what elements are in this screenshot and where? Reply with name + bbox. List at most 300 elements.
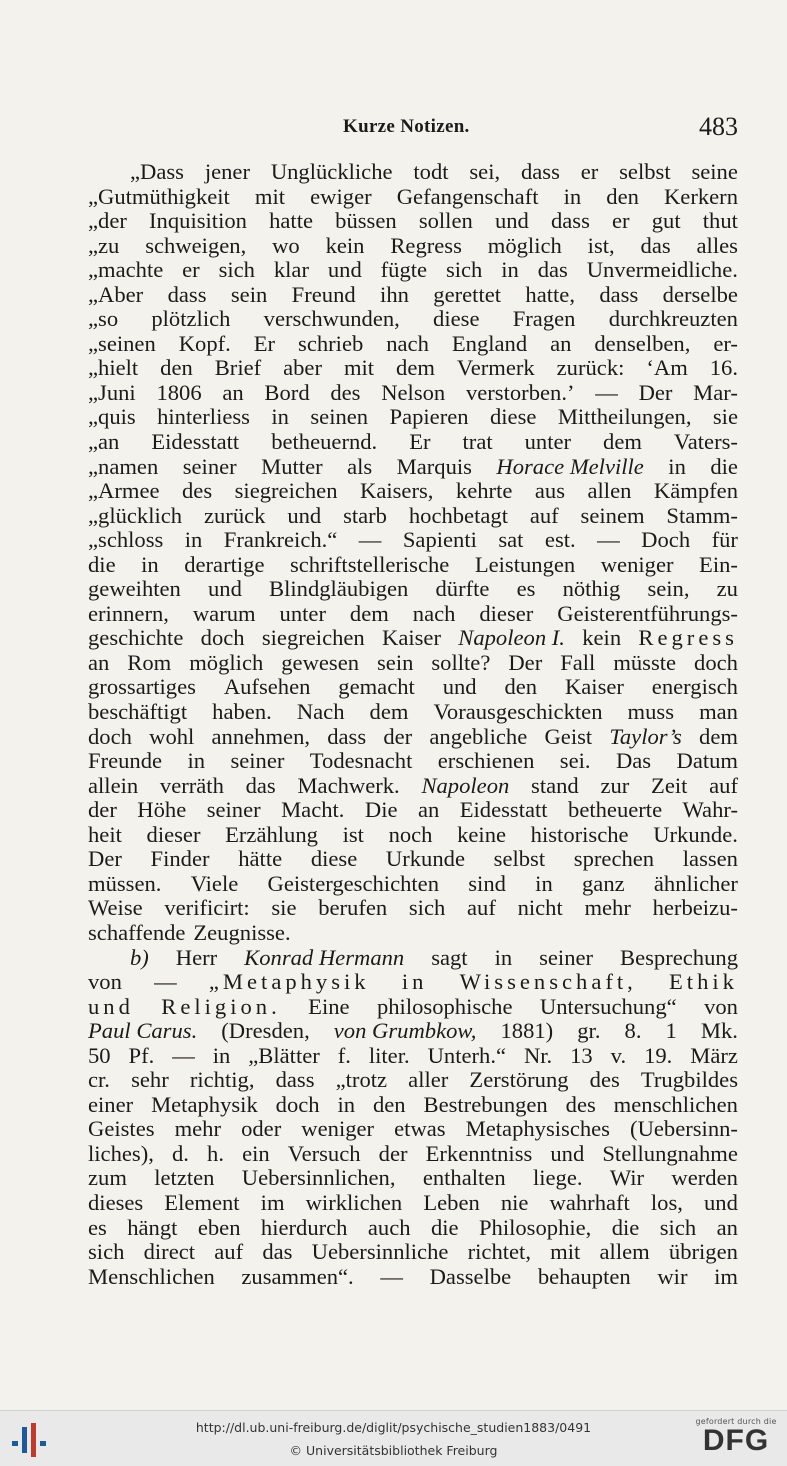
word: Die (364, 797, 398, 823)
word: in (271, 404, 289, 430)
dfg-badge (695, 1417, 777, 1461)
word: Kerkern (663, 183, 738, 209)
word: diese (433, 306, 480, 332)
word: trat (462, 429, 493, 455)
word: energisch (651, 674, 738, 700)
word: zusammen“. (241, 1263, 354, 1289)
word: Zeit (651, 772, 688, 798)
word: Geist (544, 723, 593, 749)
word: seinen (310, 404, 369, 430)
word: Uebersinnlichen, (241, 1165, 396, 1191)
word: möglich (189, 649, 264, 675)
word: denselben, (594, 330, 691, 356)
word: und (327, 257, 362, 283)
word: richtig, (189, 1067, 255, 1093)
word: annehmen, (211, 723, 311, 749)
word: Gefangenschaft (396, 183, 539, 209)
word: sprechen (573, 846, 655, 872)
word: menschlichen (613, 1091, 738, 1117)
word: behaupten (537, 1263, 631, 1289)
text-line (88, 1068, 738, 1093)
word: Metaphysisches (465, 1116, 610, 1142)
word: den (504, 674, 538, 700)
word: das (537, 257, 568, 283)
word: als (347, 453, 373, 479)
word: Eidesstatt (459, 797, 548, 823)
word: das (640, 232, 671, 258)
word: mehr (584, 895, 631, 921)
word: die (611, 1214, 640, 1240)
word: historische (530, 821, 629, 847)
word: geweihten (88, 576, 181, 602)
word: Papieren (389, 404, 469, 430)
text-line (88, 356, 738, 381)
word: Wissenschaft, (459, 969, 637, 995)
word: — (358, 527, 382, 553)
word: allem (599, 1239, 650, 1265)
word: auf (467, 895, 496, 921)
word: Wahr- (682, 797, 738, 823)
word: doch (694, 649, 738, 675)
word: starb (343, 502, 387, 528)
text-line (88, 185, 738, 210)
text-line (88, 332, 738, 357)
word: — (597, 527, 620, 553)
word: Aufsehen (223, 674, 311, 700)
word: das (262, 1239, 293, 1265)
word: Geistes (88, 1116, 155, 1142)
word: Freunde (88, 748, 163, 774)
text-line (88, 896, 738, 921)
word: Urkunde. (653, 821, 738, 847)
word: Metaphysik (151, 1091, 258, 1117)
word: geschichte (88, 625, 184, 651)
word: f. (337, 1042, 351, 1068)
word: des (182, 478, 213, 504)
word: Stamm- (666, 502, 738, 528)
word: „an (88, 429, 120, 455)
word: Leben (423, 1189, 480, 1215)
text-line (88, 405, 738, 430)
word: den (606, 183, 639, 209)
word: es (516, 576, 536, 602)
word: wir (657, 1263, 688, 1289)
word: an (716, 1214, 738, 1240)
word: Erzählung (225, 821, 318, 847)
word: 50 (88, 1042, 111, 1068)
word: und (494, 208, 529, 234)
word: 1 (665, 1018, 677, 1044)
word: Der (638, 379, 673, 405)
word: herbeizu- (652, 895, 738, 921)
word: des (330, 379, 361, 405)
word: verificirt: (164, 895, 250, 921)
text-line (88, 577, 738, 602)
word: seiner (230, 748, 285, 774)
word: dass (599, 281, 639, 307)
word: „glücklich (88, 502, 183, 528)
word: (Dresden, (221, 1018, 310, 1044)
text-line (88, 602, 738, 627)
word: dem (699, 723, 738, 749)
word: der (88, 797, 117, 823)
word: Philosophie, (478, 1214, 592, 1240)
word: schrieb (298, 330, 364, 356)
word: v. (610, 1042, 627, 1068)
word: Dasselbe (429, 1263, 512, 1289)
word: philosophische (376, 993, 513, 1019)
word: „der (88, 208, 127, 234)
word: betheuerte (568, 797, 663, 823)
text-line (88, 1265, 738, 1290)
word: und (550, 1140, 585, 1166)
word: an (88, 649, 110, 675)
viewer-footer (0, 1410, 787, 1466)
text-line (88, 381, 738, 406)
word: — (595, 379, 618, 405)
word: verstorben.’ (465, 379, 575, 405)
word: Frankreich.“ (223, 527, 338, 553)
word: Paul Carus. (88, 1018, 198, 1044)
word: klar (273, 257, 309, 283)
text-line (88, 626, 738, 651)
word: wo (272, 232, 300, 258)
word: seiner (539, 944, 594, 970)
word: warum (192, 600, 256, 626)
word: gerettet (433, 281, 502, 307)
text-line (88, 479, 738, 504)
word: in (212, 1042, 231, 1068)
word: die (88, 551, 116, 577)
word: der (378, 1140, 408, 1166)
word: Religion. (161, 993, 281, 1019)
word: verschwunden, (263, 306, 400, 332)
word: an (222, 379, 244, 405)
word: Untersuchung“ (539, 993, 677, 1019)
word: in (563, 183, 582, 209)
word: richtet, (467, 1239, 531, 1265)
word: 1806 (156, 379, 202, 405)
word: mit (343, 355, 375, 381)
word: verräth (159, 772, 224, 798)
word: „Gutmüthigkeit (88, 183, 230, 209)
word: etwas (394, 1116, 446, 1142)
word: ist (342, 821, 364, 847)
word: Konrad Hermann (244, 944, 405, 970)
word: derartige (184, 551, 265, 577)
word: ganz (582, 870, 625, 896)
word: lassen (682, 846, 738, 872)
word: Leistungen (474, 551, 576, 577)
word: sei, (469, 159, 501, 184)
word: dieser (479, 600, 534, 626)
word: mit (550, 1239, 581, 1265)
word: in (494, 944, 513, 970)
word: stand (531, 772, 579, 798)
word: Finder (150, 846, 210, 872)
word: erinnern, (88, 600, 169, 626)
word: zurück (203, 502, 266, 528)
word: b) (130, 944, 149, 970)
word: Das (615, 748, 652, 774)
word: doch (200, 625, 245, 651)
word: und (88, 993, 134, 1019)
word: haben. (212, 699, 272, 725)
word: einer (88, 1091, 134, 1117)
text-line (88, 528, 738, 553)
word: sie (712, 404, 738, 430)
word: Versuch (287, 1140, 361, 1166)
word: auf (214, 1239, 244, 1265)
word: dass (275, 1067, 315, 1093)
word: „machte (88, 257, 164, 283)
word: sein (230, 281, 268, 307)
word: sind (468, 870, 506, 896)
text-line (88, 774, 738, 799)
text-line (88, 823, 738, 848)
word: zur (600, 772, 630, 798)
word: aller (408, 1067, 449, 1093)
text-line (88, 749, 738, 774)
word: schweigen, (145, 232, 247, 258)
word: Bord (264, 379, 310, 405)
word: Höhe (137, 797, 187, 823)
word: sei. (559, 748, 591, 774)
text-line (88, 1216, 738, 1241)
word: den (160, 355, 193, 381)
word: aber (283, 355, 322, 381)
word: sie (271, 895, 297, 921)
word: sehr (131, 1067, 169, 1093)
word: Zeugnisse. (193, 919, 291, 945)
word: nie (500, 1189, 529, 1215)
word: Der (508, 649, 543, 675)
word: wirklichen (305, 1189, 403, 1215)
word: unter (524, 429, 572, 455)
text-line (88, 283, 738, 308)
word: wohl (149, 723, 195, 749)
word: den (372, 1091, 406, 1117)
text-line (88, 455, 738, 480)
word: übrigen (668, 1239, 738, 1265)
word: — (172, 1042, 195, 1068)
text-line (88, 307, 738, 332)
word: hängt (127, 1214, 178, 1240)
word: sich (445, 257, 483, 283)
word: möglich (487, 232, 562, 258)
word: allein (88, 772, 139, 798)
word: 8. (624, 1018, 642, 1044)
text-line (88, 946, 738, 971)
word: Taylor’s (609, 723, 682, 749)
word: in (535, 870, 553, 896)
word: sich (659, 1214, 697, 1240)
word: dass (167, 281, 207, 307)
word: h. (207, 1140, 224, 1166)
word: kehrte (455, 478, 513, 504)
word: Sapienti (402, 527, 477, 553)
word: Fragen (512, 306, 576, 332)
word: dem (603, 429, 642, 455)
word: er- (713, 330, 738, 356)
word: zu (716, 576, 738, 602)
word: 19. (644, 1042, 673, 1068)
word: liter. (368, 1042, 410, 1068)
word: Vorausgeschickten (433, 699, 603, 725)
word: Vaters- (673, 429, 738, 455)
word: März (690, 1042, 738, 1068)
word: Pf. (128, 1042, 155, 1068)
text-line (88, 1019, 738, 1044)
word: cr. (88, 1067, 110, 1093)
word: nicht (517, 895, 563, 921)
word: an (550, 330, 572, 356)
word: weniger (600, 551, 674, 577)
word: dieser (146, 821, 201, 847)
word: Mutter (261, 453, 323, 479)
word: Rom (127, 649, 172, 675)
word: man (699, 699, 738, 725)
word: „Armee (88, 478, 160, 504)
text-line (88, 553, 738, 578)
word: ‘Am (646, 355, 688, 381)
page-header (88, 112, 738, 142)
word: letzten (154, 1165, 215, 1191)
word: „trotz (335, 1067, 388, 1093)
word: Trugbildes (640, 1067, 738, 1093)
word: gewesen (281, 649, 360, 675)
word: ähnlicher (653, 870, 738, 896)
word: Zerstörung (469, 1067, 569, 1093)
text-line (88, 1142, 738, 1167)
word: seiner (182, 453, 237, 479)
word: hätte (238, 846, 283, 872)
word: er (580, 159, 599, 184)
text-line (88, 1191, 738, 1216)
word: Erkenntniss (425, 1140, 533, 1166)
word: unter (279, 600, 326, 626)
word: 13 (570, 1042, 593, 1068)
word: ist, (587, 232, 615, 258)
word: dieses (88, 1189, 144, 1215)
text-line (88, 1240, 738, 1265)
text-line (88, 209, 738, 234)
text-line (88, 1166, 738, 1191)
word: Eine (308, 993, 350, 1019)
word: und (704, 1189, 738, 1215)
word: siegreichen (234, 478, 338, 504)
word: noch (388, 821, 433, 847)
word: Menschlichen (88, 1263, 215, 1289)
word: von Grumbkow, (333, 1018, 477, 1044)
word: heit (88, 821, 122, 847)
text-line (88, 700, 738, 725)
word: in (501, 257, 519, 283)
word: „Blätter (248, 1042, 320, 1068)
word: Kaiser (564, 674, 624, 700)
word: gemacht (338, 674, 415, 700)
text-line (88, 504, 738, 529)
word: dem (349, 600, 389, 626)
word: für (711, 527, 738, 553)
word: zurück: (556, 355, 625, 381)
word: dass (327, 723, 367, 749)
word: selbst (493, 846, 546, 872)
word: er (182, 257, 200, 283)
word: 16. (709, 355, 738, 381)
word: müssen. (88, 870, 162, 896)
word: Uebersinnliche (311, 1239, 449, 1265)
word: weniger (301, 1116, 375, 1142)
word: „so (88, 306, 119, 332)
word: Nach (296, 699, 345, 725)
word: siegreichen (261, 625, 365, 651)
word: Blindgläubigen (269, 576, 409, 602)
word: 1881) (500, 1018, 554, 1044)
word: Todesnacht (309, 748, 413, 774)
word: — (380, 1263, 403, 1289)
word: direct (143, 1239, 196, 1265)
word: müsste (613, 649, 677, 675)
copyright-notice: © Universitätsbibliothek Freiburg (289, 1443, 498, 1458)
word: sich (88, 1239, 125, 1265)
word: aus (534, 478, 565, 504)
word: England (451, 330, 528, 356)
word: wahrhaft (549, 1189, 630, 1215)
word: est. (544, 527, 576, 553)
word: durchkreuzten (608, 306, 738, 332)
word: „Dass (130, 159, 184, 184)
word: jener (204, 159, 250, 184)
word: „Metaphysik (208, 969, 370, 995)
word: dass (520, 159, 560, 184)
word: „Aber (88, 281, 144, 307)
word: dürfte (435, 576, 490, 602)
word: „namen (88, 453, 159, 479)
word: hierdurch (260, 1214, 348, 1240)
word: „Juni (88, 379, 136, 405)
word: derselbe (662, 281, 738, 307)
word: diese (489, 404, 537, 430)
text-line (88, 921, 738, 946)
word: schaffende (88, 919, 186, 945)
word: Mk. (700, 1018, 738, 1044)
text-line (88, 675, 738, 700)
text-line (88, 995, 738, 1020)
word: auf (709, 772, 738, 798)
word: oder (241, 1116, 282, 1142)
word: doch (88, 723, 132, 749)
word: Inquisition (149, 208, 247, 234)
word: Regress (638, 625, 738, 651)
word: sich (408, 895, 446, 921)
word: Kopf. (178, 330, 231, 356)
word: Geistergeschichten (267, 870, 439, 896)
word: Regress (390, 232, 462, 258)
source-url-link[interactable]: http://dl.ub.uni-freiburg.de/diglit/psychische_studien1883/0491 (195, 1420, 592, 1435)
word: in (187, 748, 206, 774)
word: Marquis (396, 453, 472, 479)
word: Viele (190, 870, 239, 896)
word: seiner (206, 797, 261, 823)
word: Vermerk (456, 355, 535, 381)
word: hatte (269, 208, 314, 234)
word: nöthig (562, 576, 621, 602)
word: kein (582, 625, 622, 651)
word: erschienen (437, 748, 535, 774)
word: grossartiges (88, 674, 196, 700)
word: „schloss (88, 527, 164, 553)
